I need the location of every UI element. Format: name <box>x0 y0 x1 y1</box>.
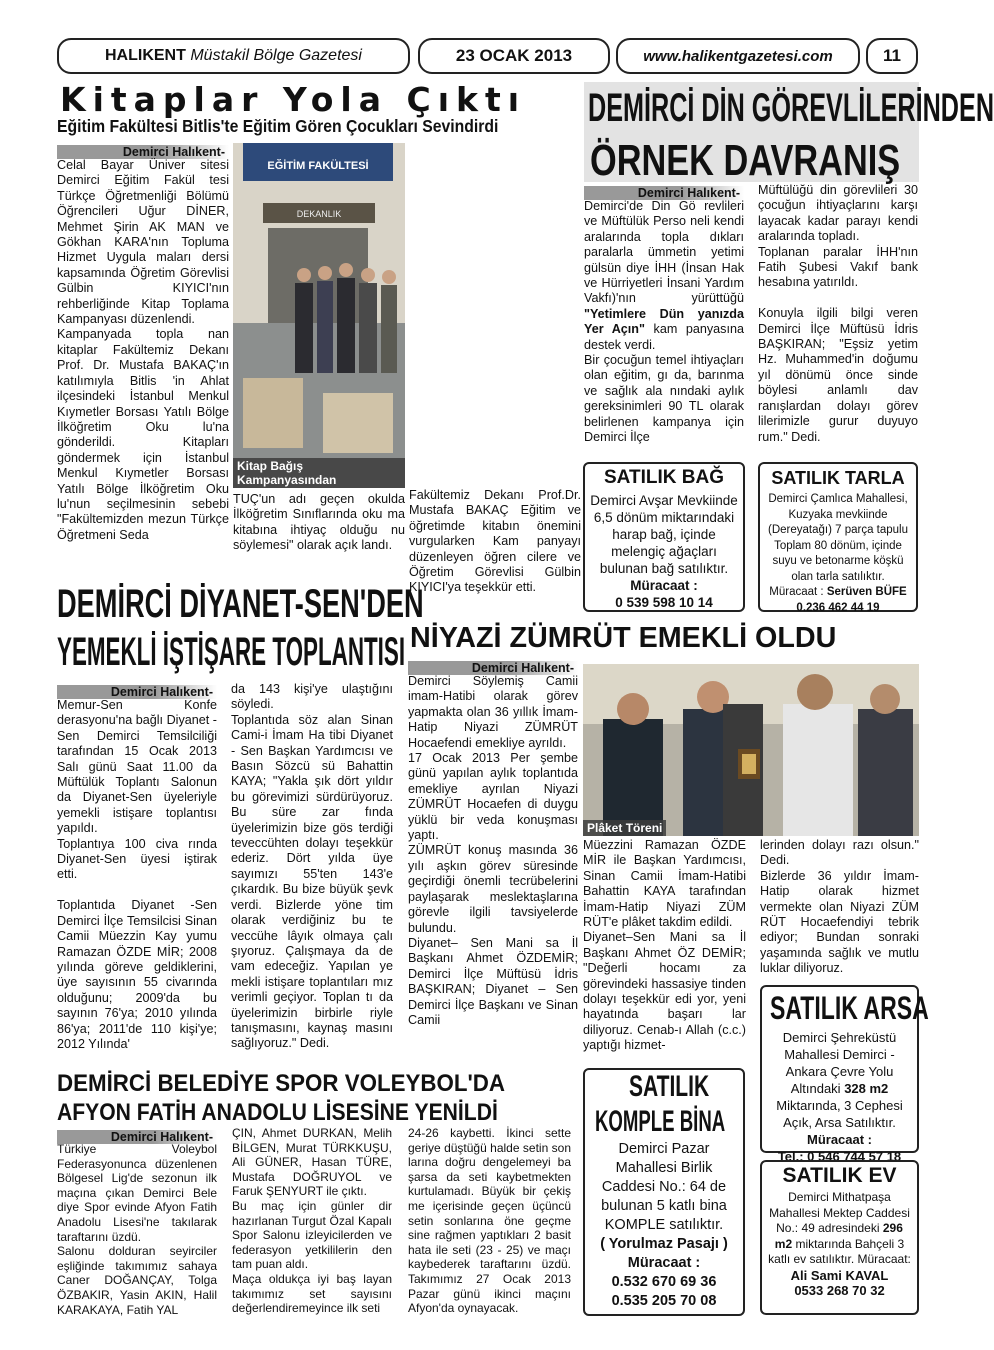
issue-date <box>418 38 610 74</box>
ad-bina-title1: SATILIK <box>629 1070 710 1103</box>
article1-subtitle: Eğitim Fakültesi Bitlis'te Eğitim Gören Çocukları Sevindirdi <box>57 116 499 136</box>
ad-tarla-contact-name: Serüven BÜFE <box>826 586 907 598</box>
article5-title2: AFYON FATİH ANADOLU LİSESİNE YENİLDİ <box>57 1099 498 1126</box>
paper-subtitle: Müstakil Bölge Gazetesi <box>190 47 362 64</box>
ad-arsa-body-a: Demirci Şehreküstü Mahallesi Demirci - Ankara Çevre Yolu Altındaki <box>782 1030 897 1096</box>
ad-satilik-bag <box>583 462 745 612</box>
article2-col1-text-b: kam panyasına destek verdi. Bir çocuğun temel ihtiyaçları olan eğitim, gı da, barınma ve sağlık ala nındaki aylık gereksinimleri 90 TL olarak belirlenen kampanya için Demirci İlçe <box>584 322 744 445</box>
ad-bina-note: ( Yorulmaz Pasajı ) <box>600 1236 728 1252</box>
ad-bina-contact-label: Müracaat : <box>627 1255 701 1271</box>
article3-col1: Memur-Sen Konfe derasyonu'na bağlı Diyanet -Sen Demirci Temsilciliği tarafından 15 Ocak 2013 Salı günü Saat 11.00 da Müftülük Toplantı Salonun da Diyanet-Sen üyeleriyle yemekli istişare toplantısı yapıldı. Toplantıya 100 civa rında Diyanet-Sen üyesi iştirak etti. Toplantıda Diyanet -Sen Demirci İlçe Temsilcisi Sinan Camii Müezzin Kay yumu Ramazan ÖZDE MİR; 2008 yılında göreve geldiklerini, üye sayısının 55 civarında olduğunu; 2009'da bu sayının 76'ya; 2010 yılında 86'ya; 2011'de 110 kişi'ye; 2012 Yılında' <box>57 698 217 1051</box>
article2-title2: ÖRNEK DAVRANIŞ <box>590 136 901 185</box>
ad-tarla-title: SATILIK TARLA <box>771 468 905 488</box>
paper-name: HALIKENT <box>105 47 186 64</box>
page-number <box>866 38 918 74</box>
article4-col1: Demirci Söylemiş Camii imam-Hatibi olarak görev yapmakta olan 36 yıllık İmam-Hatip Niyazi ZÜMRÜT Hocaefendi emekliye ayrıldı. 17 Ocak 2013 Per şembe günü yapılan aylık toplantıda emekliye ayrılan Niyazi ZÜMRÜT Hocaefen di duygu yüklü bir veda konuşması yaptı. ZÜMRÜT konuş masında 36 yılı aşkın görev süresinde geçirdiği önemli tecrübelerini paylaşarak meslektaşlarına görevle ilgili tavsiyelerde bulundu. Diyanet– Sen Mani sa İl Başkanı Ahmet ÖZDEMİR; Demirci İlçe Müftüsü İdris BAŞKIRAN; Diyanet – Sen Demirci İlçe Başkanı ve Sinan Camii <box>408 674 578 1027</box>
ad-bag-title: SATILIK BAĞ <box>604 467 724 488</box>
url-text: www.halikentgazetesi.com <box>643 47 833 65</box>
article2-col2: Müftülüğü din görevlileri 30 çocuğun ihtiyaçlarını karşı layacak kadar parayı kendi aralarında topladı. Toplanan paralar İHH'nın Fatih Şubesi Vakıf bank hesabına yatırıldı. Konuyla ilgili bilgi veren Demirci İlçe Müftüsü İdris BAŞKIRAN; "Eşsiz yetim Hz. Muhammed'in doğumu yıl dönümü önce sinde böylesi anlamlı dav ranışlardan dolayı görev lilerimizle gurur duyuyo rum." Dedi. <box>758 183 918 444</box>
ad-ev-body-b: miktarında Bahçeli 3 katlı ev satılıktır. Müracaat: <box>768 1236 911 1266</box>
article2-col1-text-a: Demirci'de Din Gö revlileri ve Müftülük Perso neli kendi aralarında topla dıkları paralarla ümmetin yetimi gülsün diye İHH (İnsan Hak ve Hürriyetleri İnsani Yardım Vakfı)'nın yürüttüğü <box>584 199 744 306</box>
ad-ev-contact-name: Ali Sami KAVAL <box>790 1267 889 1283</box>
article5-col1: Türkiye Voleybol Federasyonunca düzenlenen Bölgesel Lig'de sezonun ilk maçına çıkan Demirci Bele diye Spor evinde Afyon Fatih Anadolu Lisesi'ne takılarak taraftarını üzdü. Salonu dolduran seyirciler eşliğinde takımımız sahaya Caner DOĞANÇAY, Tolga ÖZBAKIR, Yasin AKIN, Halil KARAKAYA, Fatih YAL <box>57 1142 217 1317</box>
article3-title2: YEMEKLİ İŞTİŞARE TOPLANTISI <box>57 630 406 674</box>
photo-faculty-building <box>233 143 405 488</box>
article2-title1: DEMİRCİ DİN GÖREVLİLERİNDEN <box>588 86 994 130</box>
ad-satilik-ev <box>760 1160 919 1315</box>
ad-bag-phone: 0 539 598 10 14 <box>615 595 713 610</box>
ad-arsa-phone: Tel.: 0 546 744 57 18 <box>777 1149 902 1164</box>
ad-arsa-title: SATILIK ARSA <box>770 990 929 1026</box>
article1-title: Kitaplar Yola Çıktı <box>60 80 527 119</box>
article1-col3: Fakültemiz Dekanı Prof.Dr. Mustafa BAKAÇ Eğitim ve öğretimde kitabın önemini vurgularken Kam panyayı düzenleyen öğren cilere ve Öğretim Görevlisi Gülbin KIYICI'ya teşekkür etti. <box>409 488 581 595</box>
date-text: 23 OCAK 2013 <box>455 46 573 65</box>
ad-arsa-area: 328 m2 <box>844 1081 889 1096</box>
photo-sign-text: EĞİTİM FAKÜLTESİ <box>267 160 369 172</box>
article1-col2: TUÇ'un adı geçen okulda İlköğretim Sınıflarında oku ma kitabına ihtiyaç olduğu nu söylemesi" olarak açık landı. <box>233 492 405 553</box>
ad-tarla-contact <box>762 585 914 601</box>
ad-tarla-phone: 0.236 462 44 19 <box>796 601 880 614</box>
article1-photo <box>233 143 405 488</box>
ad-ev-body-a: Demirci Mithatpaşa Mahallesi Mektep Caddesi No.: 49 adresindeki <box>769 1190 910 1235</box>
ad-bina-phone2: 0.535 205 70 08 <box>611 1293 717 1309</box>
article4-col2: Müezzini Ramazan ÖZDE MİR ile Başkan Yardımcısı, Sinan Camii İmam-Hatibi Bahattin KAYA tarafından İmam-Hatip Niyazi ZÜM RÜT'e plâket takdim edildi. Diyanet–Sen Mani sa İl Başkanı Ahmet ÖZ DEMİR; "Değerli hocamı za görevindeki hassasiye tinden dolayı teşekkür edi yor, yeni hayatında başarı lar diliyoruz. Cenab-ı Allah (c.c.) yaptığı hizmet- <box>583 838 746 1053</box>
ad-bag-body: Demirci Avşar Mevkiinde 6,5 dönüm miktarındaki harap bağ, içinde melengiç ağaçları bulunan bağ satılıktır. <box>590 493 738 576</box>
ad-ev-title: SATILIK EV <box>782 1164 897 1187</box>
masthead <box>57 38 410 74</box>
article4-title: NİYAZİ ZÜMRÜT EMEKLİ OLDU <box>410 622 837 654</box>
page-number-text: 11 <box>883 46 901 65</box>
article4-byline: Demirci Halıkent- <box>408 661 578 675</box>
ad-arsa-contact-label: Müracaat : <box>806 1132 873 1147</box>
article1-col1: Celal Bayar Üniver sitesi Demirci Eğitim Fakül tesi Türkçe Öğretmenliği Bölümü Öğrencileri Uğur DİNER, Mehmet Şirin AK MAN ve Gökhan KARA'nın Topluma Hizmet Uygula maları dersi kapsamında Öğretim Görevlisi Gülbin KIYICI'nın rehberliğinde Kitap Toplama Kampanyası düzenlendi. Kampanyada topla nan kitaplar Fakültemiz Dekanı Prof. Dr. Mustafa BAKAÇ'ın katılımıyla Bitlis 'in Ahlat ilçesindeki İstanbul Menkul Kıymetler Borsası Yatılı Bölge İlköğretim Oku lu'na gönderildi. Kitapları göndermek için İstanbul Menkul Kıymetler Borsası Yatılı Bölge İlköğretim Oku lu'nun seçilmesinin sebebi "Fakültemizden mezun Türkçe Öğretmeni Seda <box>57 158 229 542</box>
ad-tarla-contact-label: Müracaat : <box>769 586 827 598</box>
ad-bina-phone1: 0.532 670 69 36 <box>611 1274 717 1290</box>
photo-sign2-text: DEKANLIK <box>296 209 342 219</box>
ad-satilik-arsa <box>760 985 929 1164</box>
article5-title1: DEMİRCİ BELEDİYE SPOR VOLEYBOL'DA <box>57 1070 506 1097</box>
article3-title1: DEMİRCİ DİYANET-SEN'DEN <box>57 582 424 626</box>
article5-byline: Demirci Halıkent- <box>57 1130 217 1144</box>
article4-col3: lerinden dolayı razı olsun." Dedi. Bizlerde 36 yıldır İmam-Hatip olarak hizmet vermekte olan Niyazi ZÜM RÜT Hocaefendiyi tebrik ediyor; Bundan sonraki yaşamında sağlık ve mutlu luklar diliyoruz. <box>760 838 919 976</box>
ad-tarla-body: Demirci Çamlıca Mahallesi, Kuzyaka mevkiinde (Dereyatağı) 7 parça tapulu Toplam 80 dönüm, içinde suyu ve betonarme köşkü olan tarla satılıktır. <box>768 493 908 583</box>
ad-bag-contact-label: Müracaat : <box>630 578 698 593</box>
site-url[interactable] <box>616 38 860 74</box>
ad-ev-area: 296 m2 <box>774 1221 903 1251</box>
article3-byline: Demirci Halıkent- <box>57 685 217 699</box>
article4-photo <box>583 664 919 836</box>
article3-col2: da 143 kişi'ye ulaştığını söyledi. Toplantıda söz alan Sinan Cami-i İmam Ha tibi Diyanet - Sen Başkan Yardımcısı ve Basın Sözcü sü Bahattin KAYA; "Yakla şık dört yıldır bu görevimizi sürdürüyoruz. Bu süre zar fında üyelerimizin bize gös terdiği teveccühten dolayı teşekkür ederiz. Dört yılda üye sayımızı 55'ten 143'e çıkardık. Bu bize büyük şevk verdi. Bizlerde yöne tim olarak verdiğiniz bu te veccühe lâyık olmaya çalı şıyoruz. Çalışmaya da de vam edeceğiz. Yapılan ye mekli istişare toplantıları mız verimli geçiyor. Toplan tı da üyelerimizin birbirle riyle tanışmasını, kaynaş masını sağlıyoruz." Dedi. <box>231 682 393 1051</box>
ad-bina-body: Demirci Pazar Mahallesi Birlik Caddesi No.: 64 de bulunan 5 katlı bina KOMPLE satılıktır. <box>601 1141 727 1233</box>
article2-col1-bold: "Yetimlere Dün yanızda Yer Açın" <box>584 306 744 337</box>
article2-byline: Demirci Halıkent- <box>584 186 744 200</box>
photo-plaque-ceremony <box>583 664 919 836</box>
ad-ev-body <box>766 1190 913 1268</box>
article5-col2: ÇIN, Ahmet DURKAN, Melih BİLGEN, Murat TÜRKKUŞU, Ali GÜNER, Hasan TÜRE, Mustafa DOĞRUYOL ve Faruk ŞENYURT ile çıktı. Bu maç için günler dir hazırlanan Turgut Özal Kapalı Spor Salonu izleyicilerden ve federasyon yetkililerin den tam puan aldı. Maça oldukça iyi baş layan takımımız set sayısını değerlendiremeyince ilk seti <box>232 1126 392 1316</box>
ad-arsa-body-b: Miktarında, 3 Cephesi Açık, Arsa Satılıktır. <box>776 1098 903 1130</box>
ad-arsa-body <box>766 1029 913 1131</box>
article4-photo-caption: Plâket Töreni <box>583 820 666 836</box>
ad-bina-title2: KOMPLE BİNA <box>595 1105 726 1138</box>
ad-satilik-tarla <box>758 462 918 612</box>
article2-col1 <box>584 199 744 451</box>
article5-col3: 24-26 kaybetti. İkinci sette geriye düştüğü halde setin son larına doğru dengelemeyi ba şarsa da seti kaybetmekten kurtulamadı. Büyük bir çekiş me içerisinde geçen üçüncü setin sonlarına öne geçme sine rağmen yaptıkları 2 basit hata ile seti (23 - 25) ve maçı kaybederek taraftarını üzdü. Takımımız 27 Ocak 2013 Pazar günü ikinci maçını Afyon'da oynayacak. <box>408 1126 571 1316</box>
article1-photo-caption: Kitap Bağış Kampanyasından <box>233 458 405 488</box>
ad-satilik-bina <box>583 1068 745 1316</box>
ad-ev-phone: 0533 268 70 32 <box>794 1283 885 1298</box>
article1-byline: Demirci Halıkent- <box>57 145 229 159</box>
